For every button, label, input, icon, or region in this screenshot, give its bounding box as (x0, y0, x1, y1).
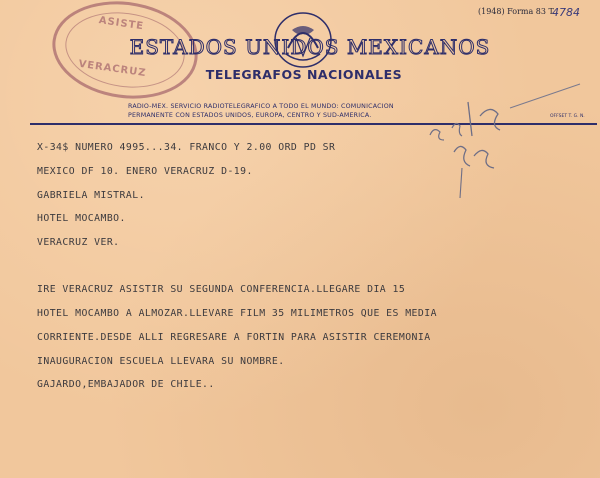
telegram-hotel: HOTEL MOCAMBO. (37, 213, 126, 224)
country-title: ESTADOS UNIDOS MEXICANOS (129, 35, 491, 59)
stamp-bottom-text: VERACRUZ (77, 58, 148, 80)
service-title: TELEGRAFOS NACIONALES (205, 67, 403, 82)
telegram-city: VERACRUZ VER. (37, 237, 120, 248)
offset-mark: OFFSET T. G. N. (550, 114, 585, 119)
telegram-preamble: X-34$ NUMERO 4995...34. FRANCO Y 2.00 ORD PD SR (37, 142, 336, 153)
pencil-annotation (400, 80, 590, 200)
serial-number: 4784 (552, 6, 580, 19)
message-line: CORRIENTE.DESDE ALLI REGRESARE A FORTIN PARA ASISTIR CEREMONIA (37, 332, 431, 343)
message-line: INAUGURACION ESCUELA LLEVARA SU NOMBRE. (37, 356, 285, 367)
form-number: (1948) Forma 83 T. (478, 7, 556, 16)
telegram-recipient: GABRIELA MISTRAL. (37, 190, 145, 201)
stamp-top-text: ASISTE (98, 15, 145, 33)
radio-note-line-2: PERMANENTE CON ESTADOS UNIDOS, EUROPA, CENTRO Y SUD-AMERICA. (128, 112, 372, 119)
radio-note-line-1: RADIO-MEX. SERVICIO RADIOTELEGRAFICO A TODO EL MUNDO: COMUNICACION (128, 103, 394, 110)
telegram-origin: MEXICO DF 10. ENERO VERACRUZ D-19. (37, 166, 253, 177)
message-line: IRE VERACRUZ ASISTIR SU SEGUNDA CONFERENCIA.LLEGARE DIA 15 (37, 284, 406, 295)
telegram-signature: GAJARDO,EMBAJADOR DE CHILE.. (37, 379, 215, 390)
message-line: HOTEL MOCAMBO A ALMOZAR.LLEVARE FILM 35 MILIMETROS QUE ES MEDIA (37, 308, 437, 319)
